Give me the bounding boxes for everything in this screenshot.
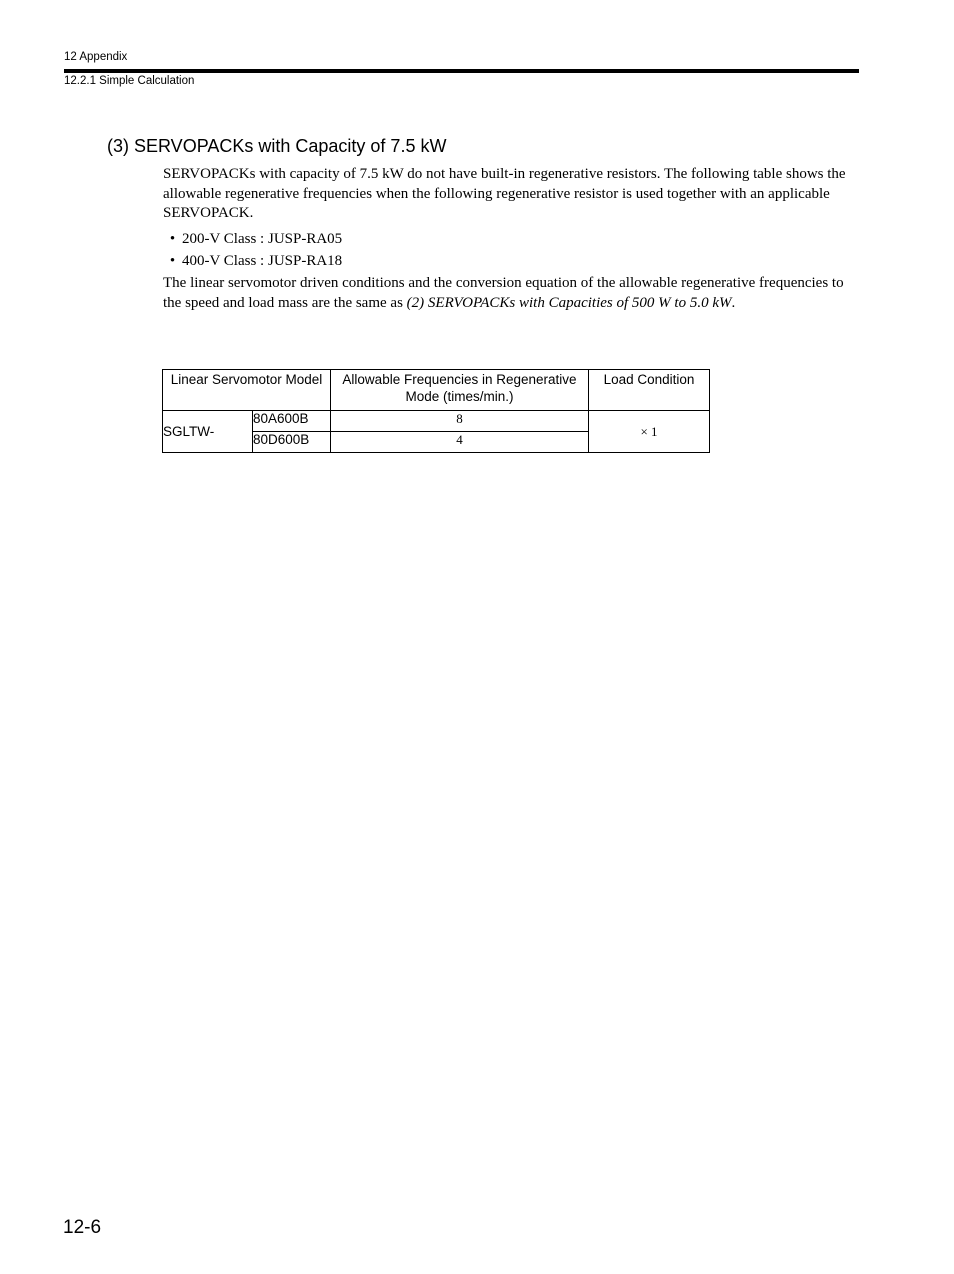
- load-condition-cell: × 1: [589, 411, 710, 453]
- list-item: • 200-V Class : JUSP-RA05: [163, 228, 342, 250]
- frequency-cell: 4: [331, 432, 589, 453]
- running-header-chapter: 12 Appendix: [64, 51, 128, 63]
- column-header-model: Linear Servomotor Model: [163, 370, 331, 411]
- table-row: [163, 411, 710, 432]
- model-cell: 80A600B: [253, 411, 331, 432]
- section-title: (3) SERVOPACKs with Capacity of 7.5 kW: [107, 136, 447, 156]
- intro-paragraph: SERVOPACKs with capacity of 7.5 kW do not have built-in regenerative resistors. The following table shows the allowable regenerative frequencies when the following regenerative resistor is used together with an applicable SERVOPACK.: [163, 166, 846, 221]
- header-divider: [64, 69, 859, 73]
- paragraph-end: .: [731, 294, 736, 311]
- resistor-list: [163, 228, 342, 272]
- series-cell: SGLTW-: [163, 411, 253, 453]
- paragraph-text: The linear servomotor driven conditions and the conversion equation of the allowable regenerative frequencies to the speed and load mass are the same as: [163, 275, 844, 311]
- column-header-frequency: Allowable Frequencies in Regenerative Mode (times/min.): [331, 370, 589, 411]
- list-item: • 400-V Class : JUSP-RA18: [163, 250, 342, 272]
- frequency-cell: 8: [331, 411, 589, 432]
- conditions-paragraph: [163, 274, 863, 313]
- regenerative-frequency-table: [162, 369, 710, 453]
- cross-reference: (2) SERVOPACKs with Capacities of 500 W to 5.0 kW: [406, 294, 732, 311]
- running-header-section: 12.2.1 Simple Calculation: [64, 75, 195, 87]
- model-cell: 80D600B: [253, 432, 331, 453]
- column-header-load: Load Condition: [589, 370, 710, 411]
- table-header-row: [163, 370, 710, 411]
- page-number: 12-6: [63, 1217, 102, 1238]
